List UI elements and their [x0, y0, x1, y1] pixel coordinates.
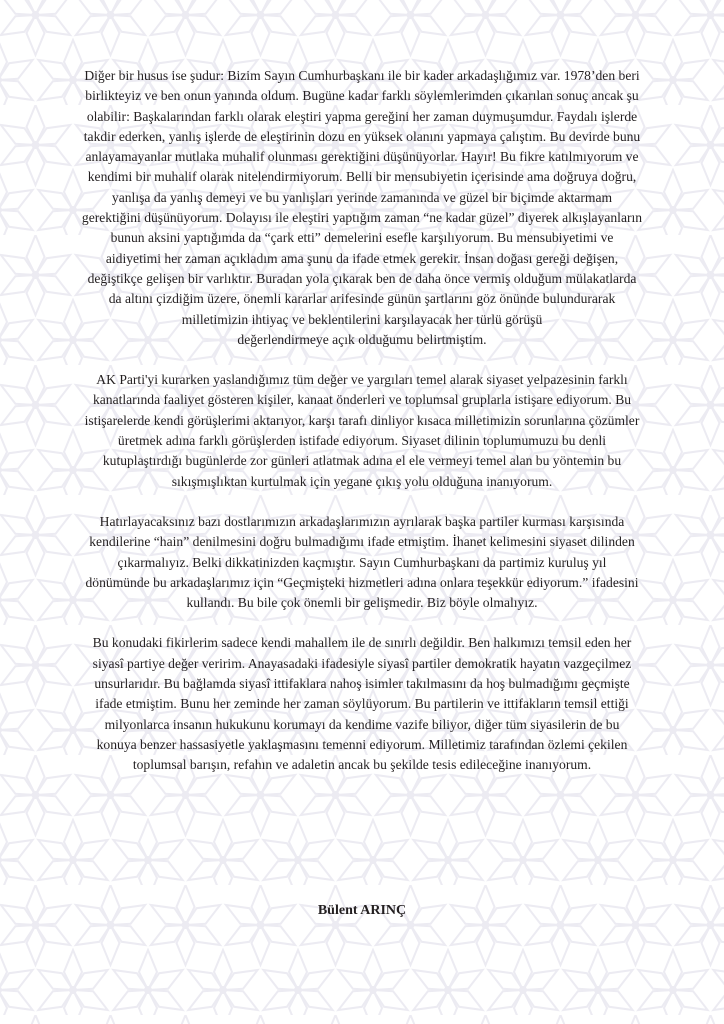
text-line: istişarelerde kendi görüşlerimi aktarıyor, karşı tarafı dinliyor kısaca milletimizin sorunlarına çözümler — [84, 412, 640, 428]
text-line: aidiyetimi her zaman açıkladım ama şunu da ifade etmek gerekir. İnsan doğası gereği değişen, — [105, 250, 619, 266]
text-line: kutuplaştırdığı bugünlerde zor günleri atlatmak adına el ele vermeyi temel alan bu yöntemin bu — [102, 453, 622, 469]
text-line: üretmek adına farklı görüşlerden istifade ediyorum. Siyaset dilinin toplumumuzu bu denli — [117, 433, 607, 449]
paragraph-1 — [62, 66, 662, 350]
paragraph-3 — [62, 512, 662, 613]
text-line: değerlendirmeye açık olduğumu belirtmiştim. — [237, 331, 487, 347]
text-line: kendimi bir muhalif olarak nitelendirmiyorum. Belli bir mensubiyetin içerisinde ama doğruya doğru, — [87, 169, 637, 185]
text-line: anlayamayanlar mutlaka muhalif olunması gerektiğini düşünüyorlar. Hayır! Bu fikre katılmıyorum ve — [85, 149, 639, 165]
text-line: sıkışmışlıktan kurtulmak için yegane çıkış yolu olduğuna inanıyorum. — [171, 473, 553, 489]
text-line: gerektiğini düşünüyorum. Dolayısı ile eleştiri yaptığım zaman “ne kadar güzel” diyerek alkışlayanların — [81, 210, 643, 226]
text-line: milyonlarca insanın hukukunu korumayı da kendime vazife biliyor, diğer tüm siyasilerin de bu — [104, 716, 620, 732]
text-line: birlikteyiz ve ben onun yanında oldum. Bugüne kadar farklı söylemlerimden çıkarılan sonuç ancak şu — [85, 88, 639, 104]
text-line: dönümünde bu arkadaşlarımız için “Geçmişteki hizmetleri adına onlara teşekkür ediyorum.” ifadesini — [85, 574, 639, 590]
signature-name: Bülent ARINÇ — [317, 903, 407, 918]
text-line: kendilerine “hain” denilmesini doğru bulmadığımı ifade etmiştim. İhanet kelimesini siyaset dilinden — [89, 534, 635, 550]
text-line: Hatırlayacaksınız bazı dostlarımızın arkadaşlarımızın ayrılarak başka partiler kurması karşısında — [99, 513, 625, 529]
text-line: siyasî partiye değer veririm. Anayasadaki ifadesiyle siyasî partiler demokratik hayatın vazgeçilmez — [92, 655, 632, 671]
text-line: takdir ederken, yanlış işlerde de eleştirinin dozu en yüksek olanını yapmaya çalıştım. Bu devirde bunu — [83, 128, 641, 144]
text-line: Bu konudaki fikirlerim sadece kendi mahallem ile de sınırlı değildir. Ben halkımızı temsil eden her — [92, 635, 632, 651]
text-line: bunun aksini yaptığımda da “çark etti” demelerini esefle karşılıyorum. Bu mensubiyetimi ve — [110, 230, 614, 246]
text-line: milletimizin ihtiyaç ve beklentilerini karşılayacak her türlü görüşü — [181, 311, 543, 327]
text-line: çıkarmalıyız. Belki dikkatinizden kaçmıştır. Sayın Cumhurbaşkanı da partimiz kuruluş yıl — [117, 554, 607, 570]
text-line: AK Parti'yi kurarken yaslandığımız tüm değer ve yargıları temel alarak siyaset yelpazesinin farklı — [96, 372, 628, 388]
text-line: olabilir: Başkalarından farklı olarak eleştiri yapma gereğini her zaman duymuşumdur. Faydalı işlerde — [86, 108, 638, 124]
text-line: kanatlarında faaliyet gösteren kişiler, kanaat önderleri ve toplumsal gruplarla istişare ediyorum. Bu — [92, 392, 632, 408]
text-line: Diğer bir husus ise şudur: Bizim Sayın Cumhurbaşkanı ile bir kader arkadaşlığımız var. 1978’den beri — [84, 68, 640, 83]
text-line: değiştikçe gelişen bir varlıktır. Buradan yola çıkarak ben de daha önce vermiş olduğum mülakatlarda — [87, 270, 637, 286]
document-body — [62, 66, 662, 796]
text-line: ifade etmiştim. Bunu her zeminde her zaman söylüyorum. Bu partilerin ve ittifakların temsil ettiği — [95, 696, 629, 712]
text-line: toplumsal barışın, refahın ve adaletin ancak bu şekilde tesis edileceğine inanıyorum. — [132, 757, 592, 773]
text-line: kullandı. Bu bile çok önemli bir gelişmedir. Biz böyle olmalıyız. — [186, 595, 538, 611]
text-line: da altını çizdiğim üzere, önemli kararlar arifesinde günün şartlarını göz önünde bulundurarak — [108, 291, 616, 307]
text-line: yanlışa da yanlış demeyi ve bu yanlışları yerinde zamanında ve güzel bir biçimde aktarmam — [111, 189, 613, 205]
paragraph-4 — [62, 633, 662, 775]
text-line: konuya benzer hassasiyetle yaklaşmasını temenni ediyorum. Milletimiz tarafından özlemi çekilen — [96, 736, 628, 752]
paragraph-2 — [62, 370, 662, 492]
text-line: unsurlarıdır. Bu bağlamda siyasî ittifaklara nahoş isimler takılmasını da hoş bulmadığımı geçmişte — [94, 676, 630, 692]
